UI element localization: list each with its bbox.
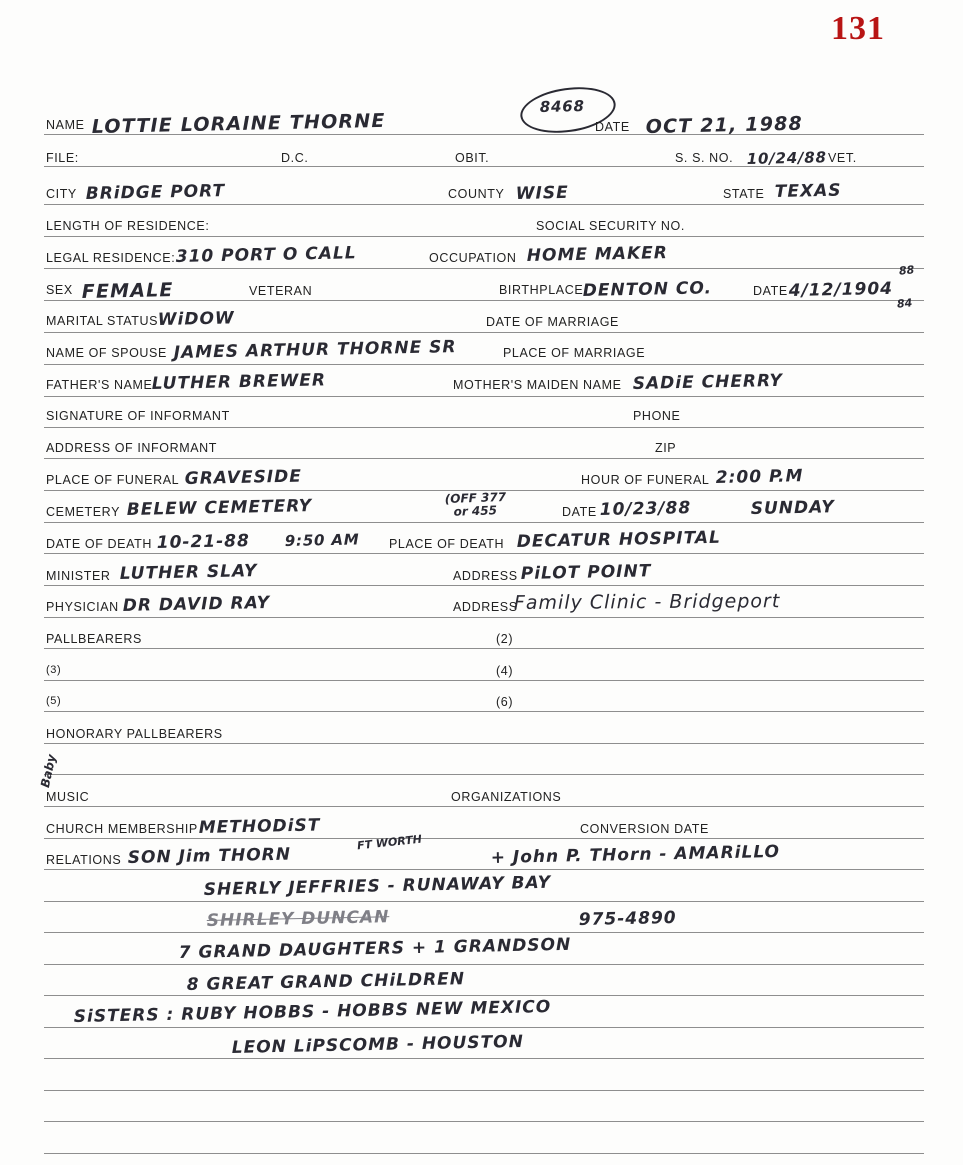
value-city: BRiDGE PORT [85,181,226,204]
rule-15 [44,585,924,586]
label-church-membership: CHURCH MEMBERSHIP [46,822,198,836]
label-pallbearer-5: (5) [46,695,62,707]
value-ss-no: 10/24/88 [746,148,827,168]
rule-17 [44,648,924,649]
page-number: 131 [831,10,885,47]
relations-line-1-rest: + John P. THorn - AMARiLLO [490,841,781,868]
rule-13 [44,522,924,523]
label-place-of-marriage: PLACE OF MARRIAGE [503,346,646,360]
value-mothers-maiden-name: SADiE CHERRY [632,370,784,394]
label-pallbearer-6: (6) [496,695,514,709]
label-social-security-no: SOCIAL SECURITY NO. [536,219,685,233]
value-name-circled-note: 8468 [539,97,585,116]
value-birth-date: 4/12/1904 [788,278,894,301]
rule-20 [44,743,924,744]
label-phone: PHONE [633,409,681,423]
label-minister-address: ADDRESS [453,569,518,583]
relations-line-3-struck: SHIRLEY DUNCAN [206,907,390,931]
rule-26 [44,932,924,933]
label-honorary-pallbearers: HONORARY PALLBEARERS [46,727,223,741]
rule-31 [44,1090,924,1091]
label-signature-of-informant: SIGNATURE OF INFORMANT [46,409,230,423]
relations-line-6: SiSTERS : RUBY HOBBS - HOBBS NEW MEXICO [73,997,552,1027]
birth-date-correction-bottom: 84 [896,296,913,311]
label-pallbearer-4: (4) [496,664,514,678]
label-sex: SEX [46,283,73,297]
rule-16 [44,617,924,618]
value-church-membership: METHODiST [198,815,321,838]
label-name: NAME [46,118,85,132]
value-physician: DR DAVID RAY [122,592,271,616]
rule-28 [44,995,924,996]
label-city: CITY [46,187,77,201]
rule-10 [44,427,924,428]
label-cemetery: CEMETERY [46,505,121,519]
value-fathers-name: LUTHER BREWER [151,370,327,394]
label-obit: OBIT. [455,151,490,165]
label-birthplace: BIRTHPLACE [499,283,584,297]
value-name-of-spouse: JAMES ARTHUR THORNE SR [173,337,457,363]
rule-30 [44,1058,924,1059]
label-minister: MINISTER [46,569,111,583]
value-state: TEXAS [774,180,842,202]
value-date-of-death: 10-21-88 [156,531,251,553]
label-pallbearer-3: (3) [46,664,62,676]
rule-4 [44,236,924,237]
label-zip: ZIP [655,441,677,455]
value-cemetery-day: SUNDAY [750,497,835,519]
label-cemetery-date: DATE [562,505,597,519]
label-physician: PHYSICIAN [46,600,119,614]
label-length-of-residence: LENGTH OF RESIDENCE: [46,219,210,233]
rule-22 [44,806,924,807]
value-name: LOTTIE LORAINE THORNE [91,109,386,138]
relations-line-4: 7 GRAND DAUGHTERS + 1 GRANDSON [178,934,572,963]
relations-line-1-name: SON Jim THORN [127,844,292,868]
rule-21 [44,774,924,775]
value-time-of-death: 9:50 AM [284,530,360,550]
label-date-of-marriage: DATE OF MARRIAGE [486,315,619,329]
rule-7 [44,332,924,333]
label-fathers-name: FATHER'S NAME [46,378,153,392]
value-place-of-funeral: GRAVESIDE [184,466,303,489]
value-cemetery-date: 10/23/88 [599,498,692,520]
rule-11 [44,458,924,459]
value-cemetery: BELEW CEMETERY [126,496,313,520]
label-legal-residence: LEGAL RESIDENCE: [46,251,176,265]
relations-line-7: LEON LiPSCOMB - HOUSTON [231,1031,525,1058]
margin-note: Baby [38,753,59,789]
label-organizations: ORGANIZATIONS [451,790,562,804]
rule-3 [44,204,924,205]
rule-14 [44,553,924,554]
label-physician-address: ADDRESS [453,600,518,614]
rule-29 [44,1027,924,1028]
rule-25 [44,901,924,902]
rule-27 [44,964,924,965]
rule-8 [44,364,924,365]
rule-9 [44,396,924,397]
value-occupation: HOME MAKER [526,243,669,266]
label-veteran: VETERAN [249,284,313,298]
label-address-of-informant: ADDRESS OF INFORMANT [46,441,218,455]
label-marital-status: MARITAL STATUS [46,314,159,328]
label-county: COUNTY [448,187,505,201]
label-relations: RELATIONS [46,853,122,867]
rule-5 [44,268,924,269]
value-place-of-death: DECATUR HOSPITAL [516,527,722,552]
value-county: WISE [515,182,569,204]
cemetery-directions-note: (OFF 377 or 455 [444,489,507,520]
value-sex: FEMALE [81,279,174,303]
label-ss-no: S. S. NO. [675,151,734,165]
label-place-of-death: PLACE OF DEATH [389,537,505,551]
relations-line-3-phone: 975-4890 [578,907,677,930]
label-dc: D.C. [281,151,309,165]
rule-19 [44,711,924,712]
label-pallbearer-2: (2) [496,632,514,646]
value-minister: LUTHER SLAY [119,561,258,584]
label-vet: VET. [828,151,857,165]
label-pallbearers: PALLBEARERS [46,632,142,646]
label-hour-of-funeral: HOUR OF FUNERAL [581,473,710,487]
label-date: DATE [595,120,630,134]
label-music: MUSIC [46,790,90,804]
label-date-of-death: DATE OF DEATH [46,537,152,551]
rule-18 [44,680,924,681]
value-date: OCT 21, 1988 [645,112,804,138]
relations-line-2: SHERLY JEFFRIES - RUNAWAY BAY [203,872,552,900]
value-hour-of-funeral: 2:00 P.M [715,466,804,488]
label-state: STATE [723,187,765,201]
rule-23 [44,838,924,839]
relations-line-1-superscript: FT WORTH [356,832,423,853]
birth-date-correction-top: 88 [898,263,915,278]
label-name-of-spouse: NAME OF SPOUSE [46,346,167,360]
label-occupation: OCCUPATION [429,251,517,265]
label-mothers-maiden-name: MOTHER'S MAIDEN NAME [453,378,622,392]
label-file: FILE: [46,151,79,165]
rule-33 [44,1153,924,1154]
value-legal-residence: 310 PORT O CALL [175,243,357,267]
rule-32 [44,1121,924,1122]
value-birthplace: DENTON CO. [582,278,713,301]
value-marital-status: WiDOW [157,308,235,330]
label-place-of-funeral: PLACE OF FUNERAL [46,473,180,487]
value-physician-address: Family Clinic - Bridgeport [513,590,781,614]
rule-24 [44,869,924,870]
label-birth-date: DATE [753,284,788,298]
label-conversion-date: CONVERSION DATE [580,822,709,836]
relations-line-5: 8 GREAT GRAND CHiLDREN [186,969,466,995]
value-minister-address: PiLOT POINT [520,561,652,584]
